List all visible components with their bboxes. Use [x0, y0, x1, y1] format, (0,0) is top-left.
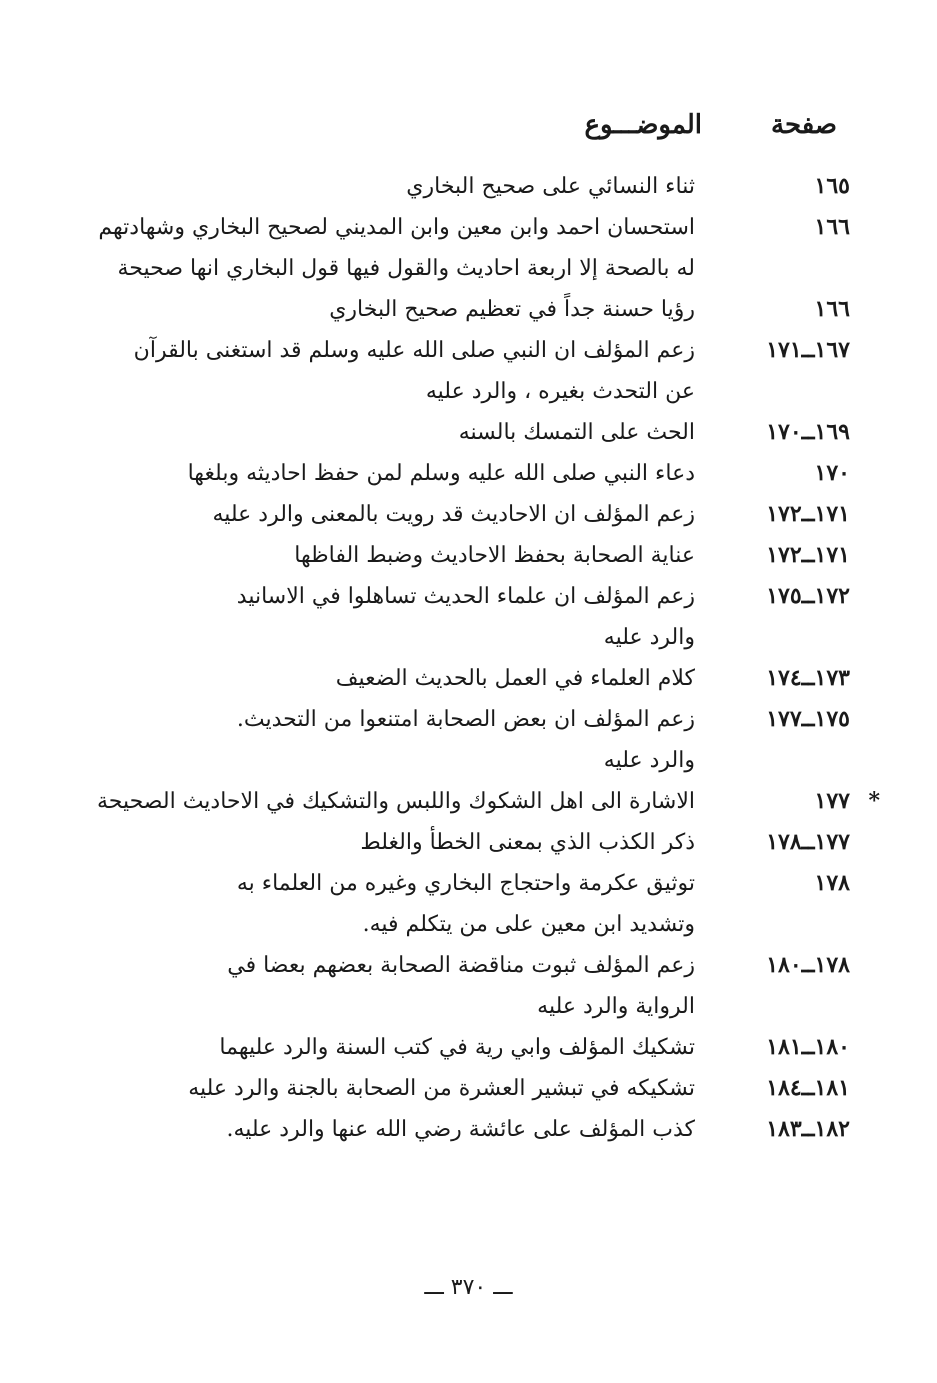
entry-page-number: ١٦٥: [814, 173, 850, 199]
toc-entry-line: [90, 453, 850, 494]
entry-topic-text: رؤيا حسنة جداً في تعظيم صحيح البخاري: [329, 297, 695, 322]
entry-topic-text: كلام العلماء في العمل بالحديث الضعيف: [335, 666, 695, 691]
entry-topic-text: ذكر الكذب الذي بمعنى الخطأ والغلط: [360, 830, 695, 855]
entry-page-number: ١٧٣ــ١٧٤: [766, 665, 850, 691]
toc-entries: [90, 166, 880, 1150]
toc-entry: [90, 781, 880, 822]
toc-entry-line: [90, 945, 850, 986]
toc-entry: [90, 1027, 850, 1068]
table-header: [0, 110, 937, 150]
entry-page-number: ١٨١ــ١٨٤: [766, 1075, 850, 1101]
entry-topic-text: ثناء النسائي على صحيح البخاري: [406, 174, 695, 199]
toc-entry-line: [90, 699, 850, 740]
entry-topic-text: توثيق عكرمة واحتجاج البخاري وغيره من العلماء به: [236, 871, 695, 896]
toc-entry: [90, 822, 850, 863]
page-column-header: صفحة: [771, 110, 837, 140]
entry-topic-text: استحسان احمد وابن معين وابن المديني لصحيح البخاري وشهادتهم: [98, 215, 695, 240]
toc-entry: [90, 289, 850, 330]
entry-page-number: ١٦٩ــ١٧٠: [766, 419, 850, 445]
toc-entry-line: [90, 371, 850, 412]
entry-page-number: ١٧٠: [814, 460, 850, 486]
toc-entry: [90, 207, 850, 289]
toc-entry-line: [90, 740, 850, 781]
toc-entry-line: [90, 1109, 850, 1150]
entry-page-number: ١٦٧ــ١٧١: [766, 337, 850, 363]
entry-page-number: ١٧٢ــ١٧٥: [766, 583, 850, 609]
entry-page-number: ١٧١ــ١٧٢: [766, 501, 850, 527]
entry-page-number: ١٧٨ــ١٨٠: [766, 952, 850, 978]
entry-topic-text: زعم المؤلف ثبوت مناقضة الصحابة بعضهم بعضا في: [227, 953, 695, 978]
toc-entry: [90, 494, 850, 535]
entry-page-number: ١٦٦: [814, 214, 850, 240]
toc-entry-line: [90, 904, 850, 945]
entry-page-number: ١٧١ــ١٧٢: [766, 542, 850, 568]
toc-entry: [90, 576, 850, 658]
toc-entry-line: [90, 330, 850, 371]
toc-entry: [90, 658, 850, 699]
entry-topic-text: عناية الصحابة بحفظ الاحاديث وضبط الفاظها: [294, 543, 695, 568]
toc-entry: [90, 412, 850, 453]
toc-entry-line: [90, 494, 850, 535]
toc-entry-line: [90, 248, 850, 289]
toc-entry-line: [90, 617, 850, 658]
topic-column-header: الموضـــوع: [584, 110, 702, 140]
toc-entry: [90, 453, 850, 494]
entry-page-number: ١٨٠ــ١٨١: [766, 1034, 850, 1060]
entry-page-number: ١٧٨: [814, 870, 850, 896]
entry-page-number: ١٨٢ــ١٨٣: [766, 1116, 850, 1142]
entry-topic-text: زعم المؤلف ان النبي صلى الله عليه وسلم قد استغنى بالقرآن: [133, 338, 695, 363]
entry-page-number: ١٧٧ــ١٧٨: [766, 829, 850, 855]
toc-entry-line: [90, 535, 850, 576]
entry-topic-text: له بالصحة إلا اربعة احاديث والقول فيها قول البخاري انها صحيحة: [117, 256, 695, 281]
entry-page-number: ١٧٥ــ١٧٧: [766, 706, 850, 732]
toc-entry-line: [90, 781, 880, 822]
entry-topic-text: والرد عليه: [603, 625, 695, 650]
toc-entry: [90, 1109, 850, 1150]
toc-entry: [90, 166, 850, 207]
toc-entry: [90, 699, 850, 781]
toc-entry-line: [90, 166, 850, 207]
toc-entry: [90, 945, 850, 1027]
page-number: ـــ ٣٧٠ ـــ: [424, 1275, 513, 1300]
toc-entry-line: [90, 1027, 850, 1068]
toc-entry-line: [90, 822, 850, 863]
entry-topic-text: زعم المؤلف ان بعض الصحابة امتنعوا من التحديث.: [236, 707, 695, 732]
entry-topic-text: الرواية والرد عليه: [537, 994, 695, 1019]
entry-page-number: ١٧٧: [814, 788, 850, 814]
entry-page-number: ١٦٦: [814, 296, 850, 322]
toc-entry-line: [90, 1068, 850, 1109]
entry-topic-text: والرد عليه: [603, 748, 695, 773]
entry-topic-text: الحث على التمسك بالسنه: [458, 420, 695, 445]
toc-entry-line: [90, 289, 850, 330]
toc-entry: [90, 535, 850, 576]
toc-entry-line: [90, 207, 850, 248]
entry-topic-text: تشكيك المؤلف وابي رية في كتب السنة والرد عليهما: [219, 1035, 695, 1060]
toc-entry-line: [90, 412, 850, 453]
entry-topic-text: وتشديد ابن معين على من يتكلم فيه.: [362, 912, 695, 937]
entry-topic-text: الاشارة الى اهل الشكوك واللبس والتشكيك في الاحاديث الصحيحة: [96, 789, 695, 814]
entry-topic-text: تشكيكه في تبشير العشرة من الصحابة بالجنة والرد عليه: [188, 1076, 695, 1101]
entry-topic-text: عن التحدث بغيره ، والرد عليه: [425, 379, 695, 404]
entry-topic-text: زعم المؤلف ان علماء الحديث تساهلوا في الاسانيد: [236, 584, 695, 609]
entry-topic-text: زعم المؤلف ان الاحاديث قد رويت بالمعنى والرد عليه: [212, 502, 695, 527]
toc-entry-line: [90, 658, 850, 699]
entry-topic-text: دعاء النبي صلى الله عليه وسلم لمن حفظ احاديثه وبلغها: [187, 461, 695, 486]
toc-entry-line: [90, 576, 850, 617]
toc-entry-line: [90, 863, 850, 904]
asterisk-mark: *: [868, 788, 880, 814]
toc-entry-line: [90, 986, 850, 1027]
toc-entry: [90, 863, 850, 945]
toc-entry: [90, 1068, 850, 1109]
entry-topic-text: كذب المؤلف على عائشة رضي الله عنها والرد عليه.: [226, 1117, 695, 1142]
toc-entry: [90, 330, 850, 412]
